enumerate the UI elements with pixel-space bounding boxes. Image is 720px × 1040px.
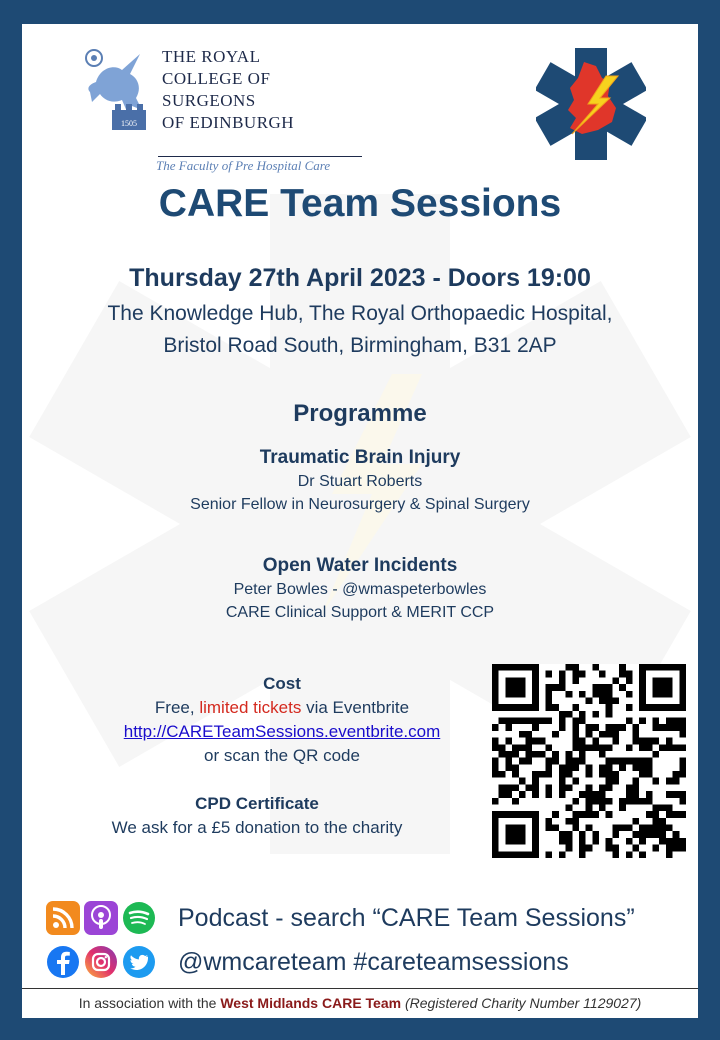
talk-role: Senior Fellow in Neurosurgery & Spinal Surgery — [190, 496, 530, 513]
flyer-sheet — [22, 24, 698, 988]
event-date: Thursday 27th April 2023 - Doors 19:00 — [129, 264, 591, 292]
footer-organisation: West Midlands CARE Team — [220, 995, 402, 1011]
faculty-name: The Faculty of Pre Hospital Care — [156, 158, 331, 173]
unicorn-crest-icon — [82, 48, 156, 136]
college-line: SURGEONS — [162, 91, 256, 110]
eventbrite-link[interactable]: http://CARETeamSessions.eventbrite.com — [123, 722, 441, 741]
twitter-icon[interactable] — [122, 945, 156, 979]
programme-heading: Programme — [293, 400, 427, 427]
social-handles-text: @wmcareteam #careteamsessions — [178, 947, 569, 976]
footer-charity-number: (Registered Charity Number 1129027) — [404, 995, 642, 1011]
talk-speaker: Dr Stuart Roberts — [297, 473, 423, 490]
venue-line: The Knowledge Hub, The Royal Orthopaedic Hospital, — [107, 302, 613, 325]
college-line: THE ROYAL — [162, 47, 261, 66]
talk-item — [22, 554, 698, 624]
apple-podcasts-icon[interactable] — [84, 901, 118, 935]
facebook-icon[interactable] — [46, 945, 80, 979]
footer-prefix: In association with the — [78, 995, 217, 1011]
cpd-text: We ask for a £5 donation to the charity — [111, 818, 403, 837]
footer-bar — [22, 988, 698, 1018]
talk-speaker: Peter Bowles - @wmaspeterbowles — [233, 581, 487, 598]
page-title: CARE Team Sessions — [158, 182, 562, 225]
spotify-icon[interactable] — [122, 901, 156, 935]
podcast-row — [46, 898, 635, 938]
rss-icon[interactable] — [46, 901, 80, 935]
scan-qr-text: or scan the QR code — [204, 746, 360, 765]
social-row — [46, 942, 569, 982]
logo-divider — [158, 156, 362, 157]
talk-title: Traumatic Brain Injury — [259, 447, 461, 468]
care-team-star-logo — [536, 48, 646, 160]
college-line: OF EDINBURGH — [162, 113, 295, 132]
podcast-search-text: Podcast - search “CARE Team Sessions” — [178, 903, 635, 932]
crest-year: 1505 — [121, 119, 137, 128]
cost-section — [62, 672, 502, 768]
qr-code[interactable] — [492, 664, 686, 858]
cpd-heading: CPD Certificate — [195, 794, 319, 813]
cpd-section — [62, 792, 452, 840]
cost-heading: Cost — [263, 674, 301, 693]
venue-line: Bristol Road South, Birmingham, B31 2AP — [163, 334, 557, 357]
talk-role: CARE Clinical Support & MERIT CCP — [225, 604, 495, 621]
limited-tickets-text: limited tickets — [199, 698, 302, 717]
college-name — [162, 46, 312, 134]
cost-line — [62, 696, 502, 720]
talk-item — [22, 446, 698, 516]
cost-via: via Eventbrite — [306, 698, 410, 717]
talk-title: Open Water Incidents — [262, 555, 458, 576]
cost-free: Free, — [154, 698, 195, 717]
rcsed-logo — [82, 44, 331, 173]
event-venue — [22, 298, 698, 362]
college-line: COLLEGE OF — [162, 69, 271, 88]
footer — [0, 988, 720, 1040]
instagram-icon[interactable] — [84, 945, 118, 979]
